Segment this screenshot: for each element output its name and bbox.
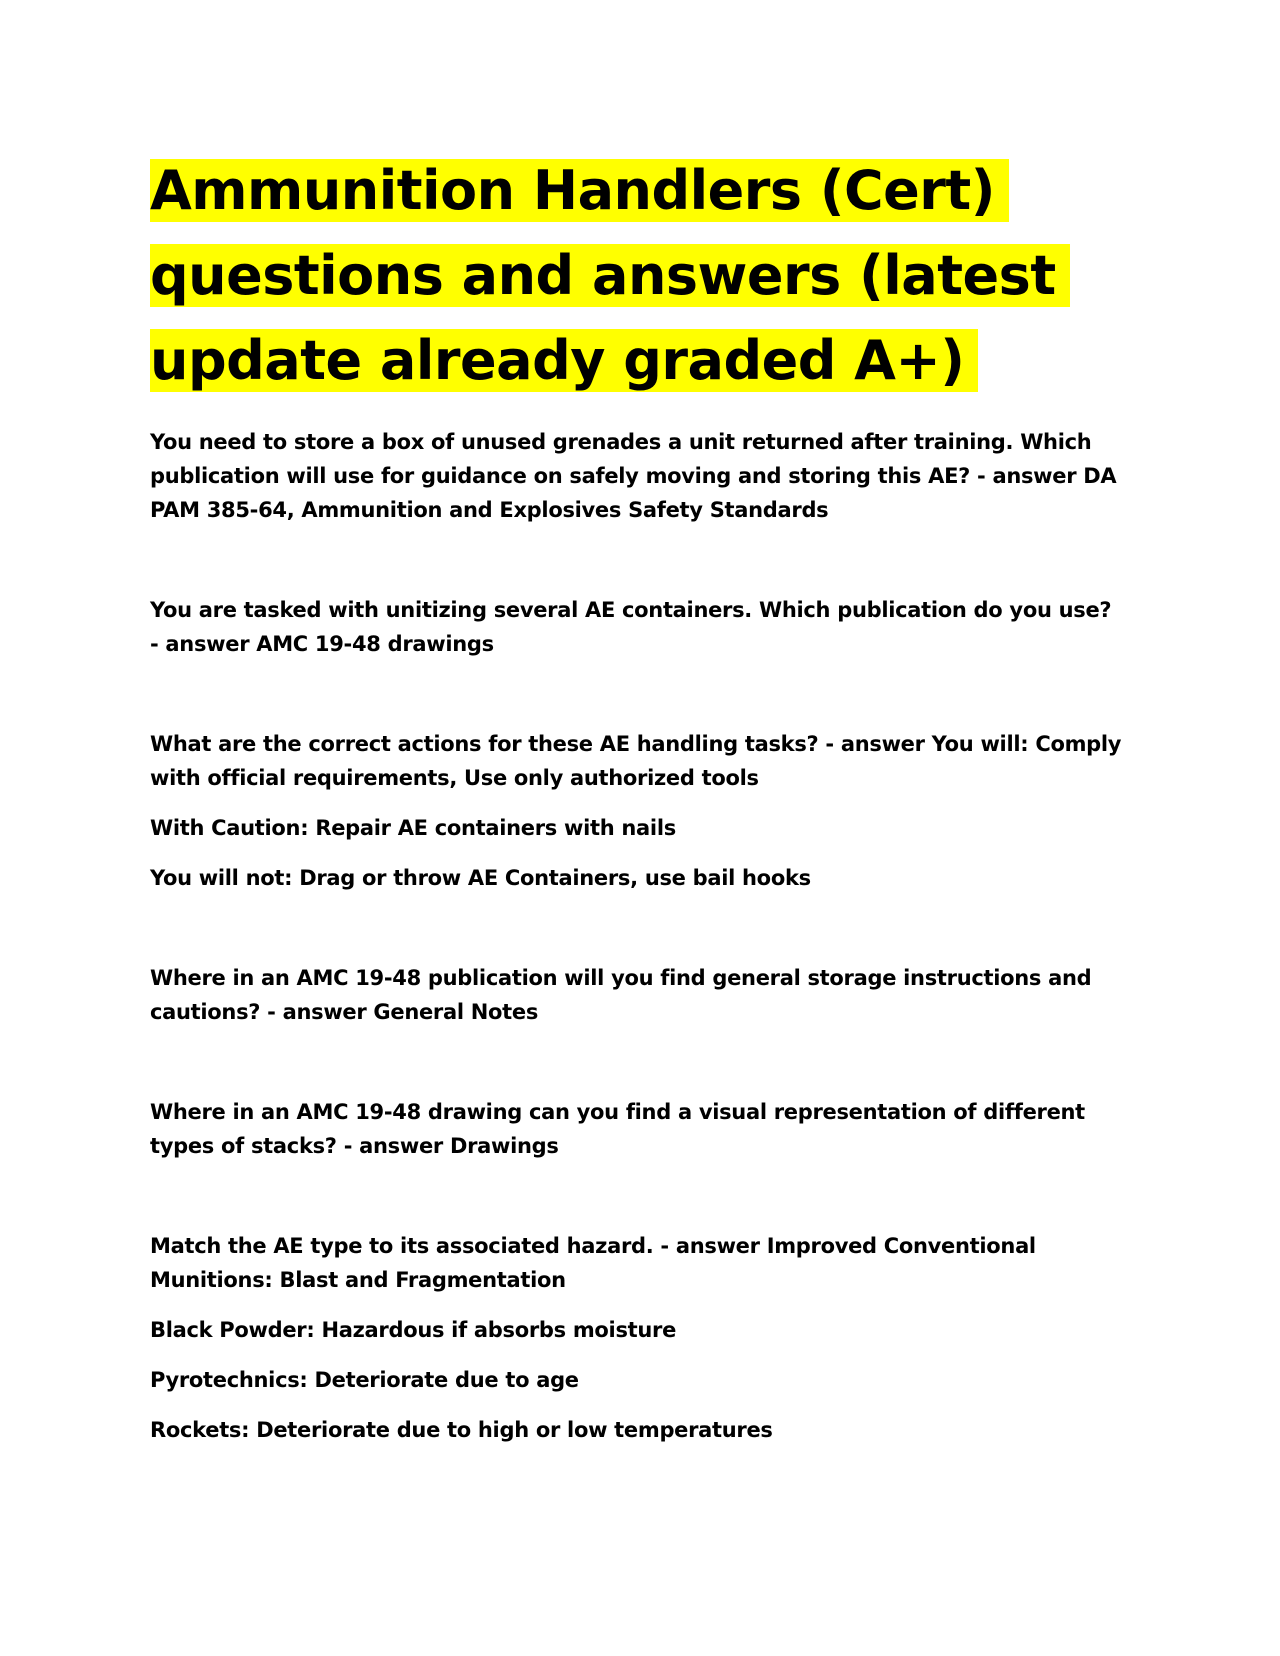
qa-paragraph: Match the AE type to its associated hazard. - answer Improved Conventional Munitions: Blast and Fragmentation	[150, 1234, 1036, 1292]
qa-paragraph: You are tasked with unitizing several AE containers. Which publication do you use? - answer AMC 19-48 drawings	[150, 598, 1112, 656]
title-highlight: Ammunition Handlers (Cert)	[150, 159, 1009, 222]
qa-item	[150, 727, 1125, 895]
qa-paragraph: With Caution: Repair AE containers with nails	[150, 816, 676, 840]
qa-paragraph: Pyrotechnics: Deteriorate due to age	[150, 1368, 579, 1392]
qa-paragraph: Where in an AMC 19-48 drawing can you find a visual representation of different types of stacks? - answer Drawings	[150, 1100, 1085, 1158]
title-line	[150, 233, 1125, 318]
qa-paragraph: What are the correct actions for these AE handling tasks? - answer You will: Comply with official requirements, Use only authorized tools	[150, 732, 1122, 790]
qa-item	[150, 593, 1125, 661]
qa-paragraph: You will not: Drag or throw AE Containers, use bail hooks	[150, 866, 811, 890]
title-line	[150, 148, 1125, 233]
qa-item	[150, 1229, 1125, 1447]
document-page	[150, 148, 1125, 1447]
qa-item	[150, 1095, 1125, 1163]
document-title	[150, 148, 1125, 403]
title-line	[150, 318, 1125, 403]
qa-item	[150, 961, 1125, 1029]
title-highlight: questions and answers (latest	[150, 244, 1070, 307]
qa-paragraph: Black Powder: Hazardous if absorbs moisture	[150, 1318, 677, 1342]
qa-item	[150, 425, 1125, 527]
title-highlight: update already graded A+)	[150, 329, 978, 392]
qa-paragraph: Where in an AMC 19-48 publication will you find general storage instructions and cautions? - answer General Notes	[150, 966, 1092, 1024]
qa-paragraph: You need to store a box of unused grenades a unit returned after training. Which publication will use for guidance on safely moving and storing this AE? - answer DA PAM 385-64, Ammunition and Explosives Safety Standards	[150, 430, 1117, 522]
qa-paragraph: Rockets: Deteriorate due to high or low temperatures	[150, 1418, 773, 1442]
